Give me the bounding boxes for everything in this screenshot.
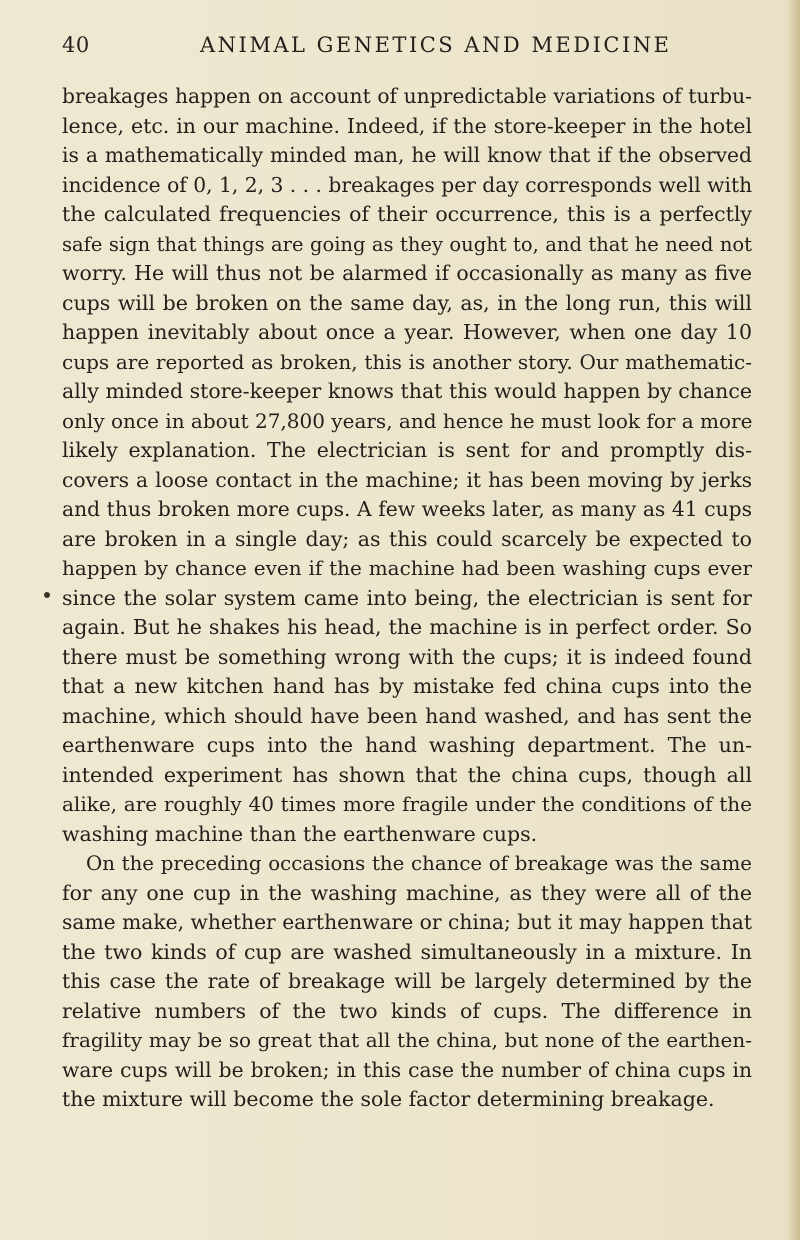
- text-line: safe sign that things are going as they ought to, and that he need not: [62, 232, 752, 256]
- text-line: intended experiment has shown that the china cups, though all: [62, 762, 752, 787]
- text-line: covers a loose contact in the machine; it has been moving by jerks: [62, 467, 752, 492]
- text-line: happen by chance even if the machine had been washing cups ever: [62, 556, 752, 580]
- text-line: machine, which should have been hand washed, and has sent the: [62, 703, 752, 728]
- text-line: earthenware cups into the hand washing department. The un-: [62, 733, 752, 757]
- text-line: and thus broken more cups. A few weeks later, as many as 41 cups: [62, 497, 752, 521]
- text-line: same make, whether earthenware or china; but it may happen that: [62, 910, 752, 934]
- text-line: the calculated frequencies of their occurrence, this is a perfectly: [62, 202, 752, 226]
- text-line: the two kinds of cup are washed simultaneously in a mixture. In: [62, 939, 752, 964]
- text-line: alike, are roughly 40 times more fragile under the conditions of the: [62, 792, 752, 816]
- text-line: are broken in a single day; as this could scarcely be expected to: [62, 526, 752, 551]
- text-line: washing machine than the earthenware cups.: [62, 821, 538, 846]
- text-line: fragility may be so great that all the china, but none of the earthen-: [62, 1028, 752, 1052]
- text-line: that a new kitchen hand has by mistake fed china cups into the: [62, 674, 752, 698]
- paragraph-1: [62, 82, 752, 849]
- body-text: [62, 82, 752, 1115]
- page-edge-shadow: [786, 0, 800, 1240]
- text-line: since the solar system came into being, the electrician is sent for: [62, 585, 752, 610]
- text-line: happen inevitably about once a year. However, when one day 10: [62, 320, 752, 344]
- text-line: relative numbers of the two kinds of cups. The difference in: [62, 998, 752, 1023]
- text-line: breakages happen on account of unpredictable variations of turbu-: [62, 84, 752, 108]
- text-line: is a mathematically minded man, he will know that if the observed: [62, 143, 752, 167]
- text-line: likely explanation. The electrician is sent for and promptly dis-: [62, 438, 752, 462]
- text-line: ally minded store-keeper knows that this would happen by chance: [62, 379, 752, 403]
- text-line: On the preceding occasions the chance of breakage was the same: [86, 852, 752, 875]
- text-line: ware cups will be broken; in this case the number of china cups in: [62, 1057, 752, 1082]
- text-line: again. But he shakes his head, the machine is in perfect order. So: [62, 615, 752, 639]
- text-line: for any one cup in the washing machine, as they were all of the: [62, 880, 752, 905]
- text-line: only once in about 27,800 years, and hence he must look for a more: [62, 408, 753, 433]
- text-line: the mixture will become the sole factor determining breakage.: [62, 1087, 715, 1111]
- paragraph-2: [62, 849, 752, 1115]
- text-line: cups will be broken on the same day, as, in the long run, this will: [62, 290, 752, 315]
- page-number: 40: [62, 33, 90, 57]
- text-line: incidence of 0, 1, 2, 3 . . . breakages per day corresponds well with: [62, 172, 753, 197]
- text-line: lence, etc. in our machine. Indeed, if the store-keeper in the hotel: [62, 113, 752, 138]
- text-line: cups are reported as broken, this is another story. Our mathematic-: [62, 349, 752, 374]
- running-head: ANIMAL GENETICS AND MEDICINE: [200, 33, 672, 57]
- margin-mark: [44, 592, 50, 598]
- text-line: there must be something wrong with the cups; it is indeed found: [62, 644, 752, 669]
- page-header: [62, 33, 742, 73]
- text-line: this case the rate of breakage will be largely determined by the: [62, 969, 752, 993]
- text-line: worry. He will thus not be alarmed if occasionally as many as five: [62, 261, 752, 285]
